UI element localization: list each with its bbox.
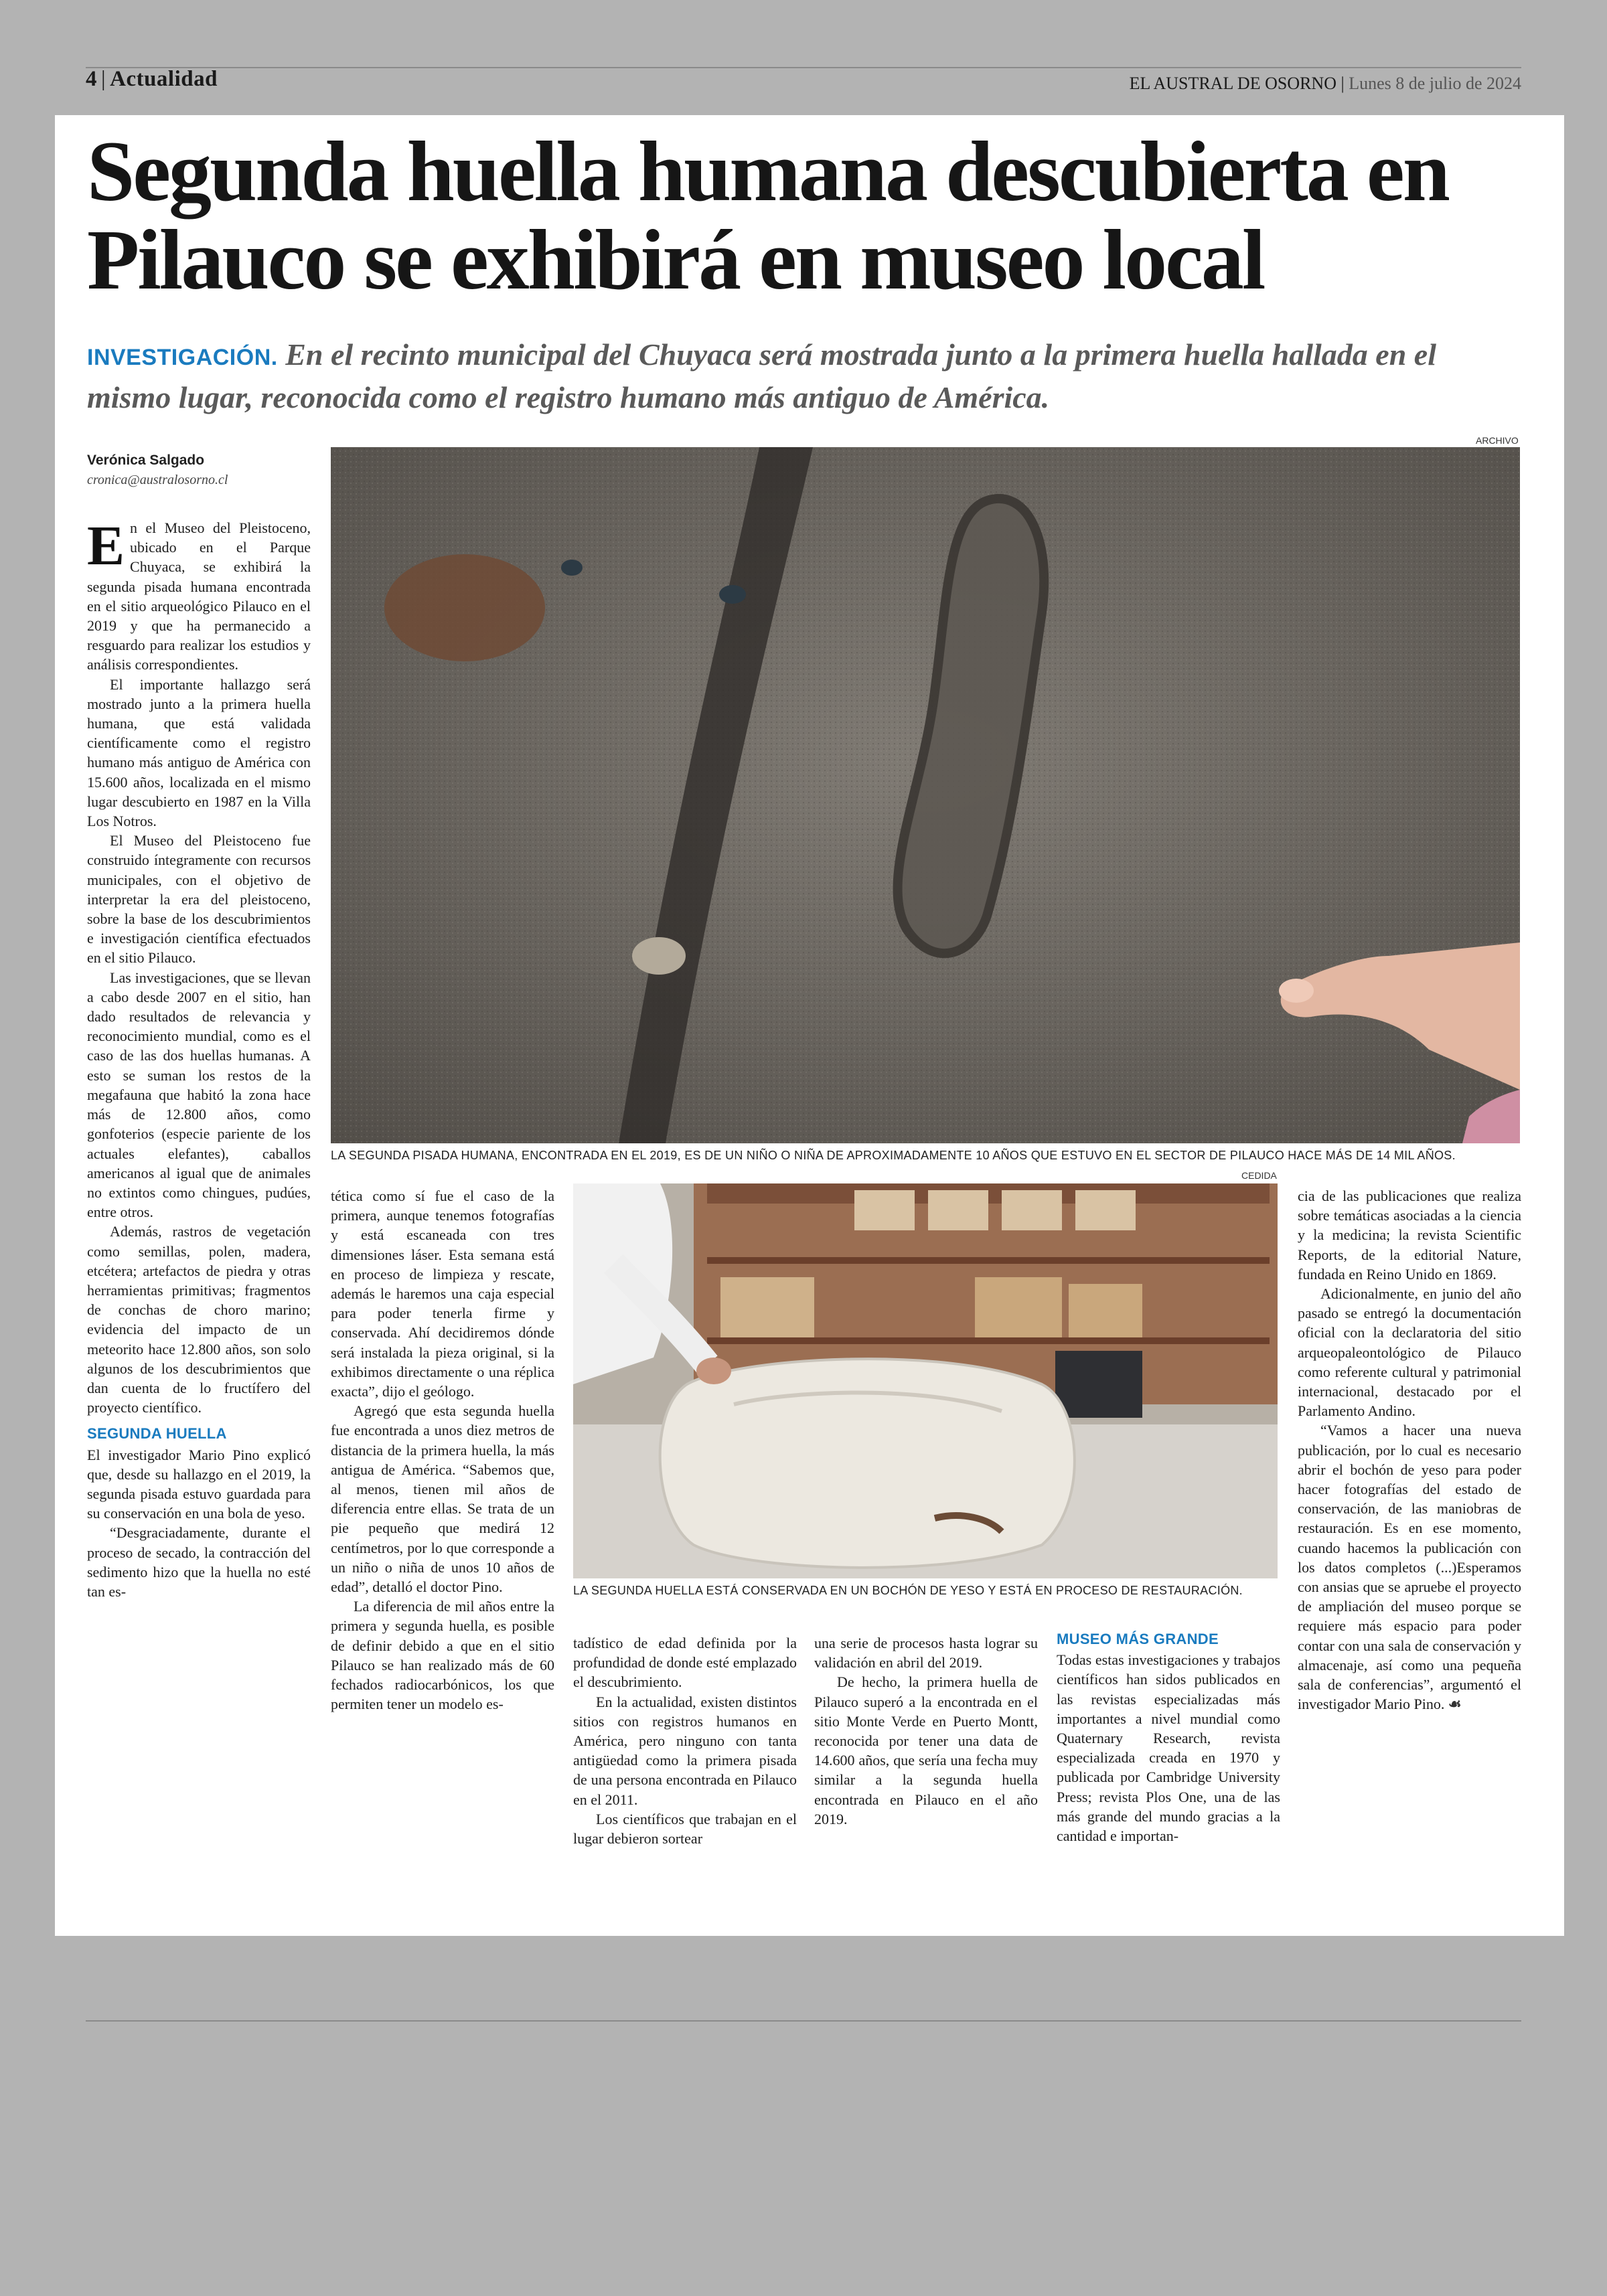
byline-email: cronica@australosorno.cl <box>87 473 228 487</box>
issue-date: Lunes 8 de julio de 2024 <box>1349 74 1521 93</box>
col2-paragraph-3: La diferencia de mil años entre la primera y segunda huella, es posible de definir debido a que en el sitio Pilauco se han realizado más de 60 fechados radiocarbónicos, los que permiten tener un modelo es- <box>331 1598 554 1713</box>
article-column-6 <box>1298 1186 1521 1714</box>
photo2-credit: CEDIDA <box>1241 1170 1277 1181</box>
col1-paragraph-2: El importante hallazgo será mostrado junto a la primera huella humana, que está validada científicamente como el registro humano más antiguo de América con 15.600 años, localizada en el mismo lugar descubierto en 1987 en la Villa Los Notros. <box>87 675 311 830</box>
col6-p3-text: “Vamos a hacer una nueva publicación, por lo cual es necesario abrir el bochón de yeso para poder hacer fotografías del estado de conservación, de las maniobras de restauración. Es en ese momento, cuando hacemos la publicación con los datos completos (...)Esperamos con ansias que se apruebe el proyecto de ampliación del museo porque se requiere más espacio para poder contar con una sala de conservación y almacenaje, así como una pequeña sala de conferencias”, argumentó el investigador Mario Pino. <box>1298 1422 1521 1713</box>
col4-paragraph-1: una serie de procesos hasta lograr su validación en abril del 2019. <box>814 1635 1038 1671</box>
col3-paragraph-2: En la actualidad, existen distintos sitios con registros humanos en América, pero ninguno con tanta antigüedad como la primera pisada de una persona encontrada en Pilauco en el 2011. <box>573 1693 797 1808</box>
deck-kicker: INVESTIGACIÓN. <box>87 345 278 370</box>
col1-paragraph-6: El investigador Mario Pino explicó que, desde su hallazgo en el 2019, la segunda pisada estuvo guardada para su conservación en una bola de yeso. <box>87 1446 311 1522</box>
end-mark: ☙ <box>1448 1696 1462 1713</box>
col6-paragraph-3 <box>1298 1420 1521 1714</box>
deck <box>87 335 1507 418</box>
page-number: 4 <box>86 67 97 91</box>
subhead-museo-mas-grande: MUSEO MÁS GRANDE <box>1057 1631 1219 1647</box>
col1-paragraph-3: El Museo del Pleistoceno fue construido íntegramente con recursos municipales, con el objetivo de interpretar la era del pleistoceno, sobre la base de los descubrimientos e investigación científica efectuados en el sitio Pilauco. <box>87 832 311 967</box>
footprint-image <box>331 447 1520 1143</box>
col6-paragraph-2: Adicionalmente, en junio del año pasado se entregó la documentación oficial con la declaratoria del sitio arqueopaleontológico de Pilauco como referente cultural y patrimonial internacional, destacado por el Parlamento Andino. <box>1298 1285 1521 1420</box>
col1-paragraph-5: Además, rastros de vegetación como semillas, polen, madera, etcétera; artefactos de piedra y otras herramientas primitivas; fragmentos de conchas de choro marino; evidencia del impacto de un meteorito hace 12.800 años, son solo algunos de los descubrimientos que dan cuenta de lo fructífero del proyecto científico. <box>87 1223 311 1416</box>
photo1-credit: ARCHIVO <box>1476 435 1519 446</box>
col1-paragraph-4: Las investigaciones, que se llevan a cabo desde 2007 en el sitio, han dado resultados de relevancia y reconocimiento mundial, como es el caso de las dos huellas humanas. A esto se suman los restos de la megafauna que habitó la zona hace más de 12.800 años, como gonfoterios (especie pariente de los actuales elefantes), caballos americanos al igual que de animales no extintos como chingues, pudúes, entre otros. <box>87 969 311 1221</box>
col1-p1-text: n el Museo del Pleistoceno, ubicado en el Parque Chuyaca, se exhibirá la segunda pisada humana encontrada en el sitio arqueológico Pilauco en el 2019 y que ha permanecido a resguardo para realizar los estudios y análisis correspondientes. <box>87 519 311 673</box>
folio: 4 | Actualidad <box>86 67 218 91</box>
restoration-image <box>573 1183 1278 1578</box>
restoration-photo <box>573 1183 1278 1578</box>
article-column-3 <box>573 1633 797 1848</box>
article-column-4 <box>814 1633 1038 1829</box>
headline: Segunda huella humana descubierta en Pilauco se exhibirá en museo local <box>87 124 1448 307</box>
paper-name: EL AUSTRAL DE OSORNO <box>1129 74 1336 93</box>
col2-paragraph-2: Agregó que esta segunda huella fue encontrada a unos diez metros de distancia de la primera huella, la más antigua de América. “Sabemos que, al menos, tienen mil años de diferencia entre ellas. Se trata de un pie pequeño que medirá 12 centímetros, por lo que corresponde a un niño o niña de unos 10 años de edad”, detalló el doctor Pino. <box>331 1402 554 1596</box>
deck-text: En el recinto municipal del Chuyaca será mostrada junto a la primera huella hallada en el mismo lugar, reconocida como el registro humano más antiguo de América. <box>87 337 1436 414</box>
masthead: EL AUSTRAL DE OSORNO | Lunes 8 de julio de 2024 <box>1129 74 1521 93</box>
top-rule <box>86 67 1521 68</box>
byline-author: Verónica Salgado <box>87 453 205 468</box>
col2-paragraph-1: tética como sí fue el caso de la primera, aunque tenemos fotografías y está escaneada con tres dimensiones láser. Esta semana está en proceso de limpieza y rescate, además le haremos una caja especial para poder tenerla firme y conservada. Ahí decidiremos dónde será instalada la pieza original, si la exhibimos directamente o una réplica exacta”, dijo el geólogo. <box>331 1187 554 1400</box>
col5-paragraph-1: Todas estas investigaciones y trabajos científicos han sidos publicados en las revistas especializadas más importantes a nivel mundial como Quaternary Research, revista especializada creada en 1970 y publicada por Cambridge University Press; revista Plos One, una de las más grande del mundo gracias a la cantidad e importan- <box>1057 1651 1280 1845</box>
dropcap: E <box>87 515 125 577</box>
col1-paragraph-7: “Desgraciadamente, durante el proceso de secado, la contracción del sedimento hizo que la huella no esté tan es- <box>87 1524 311 1600</box>
photo1-caption: LA SEGUNDA PISADA HUMANA, ENCONTRADA EN EL 2019, ES DE UN NIÑO O NIÑA DE APROXIMADAMENTE 10 AÑOS QUE ESTUVO EN EL SECTOR DE PILAUCO HACE MÁS DE 14 MIL AÑOS. <box>331 1149 1456 1162</box>
article-column-5 <box>1057 1629 1280 1846</box>
col6-paragraph-1: cia de las publicaciones que realiza sobre temáticas asociadas a la ciencia y la medicina; la revista Scientific Reports, de la editorial Nature, fundada en Reino Unido en 1869. <box>1298 1187 1521 1283</box>
article-column-2 <box>331 1186 554 1714</box>
bottom-rule <box>86 2020 1521 2022</box>
col1-paragraph-1 <box>87 515 311 675</box>
col3-paragraph-1: tadístico de edad definida por la profundidad de donde esté emplazado el descubrimiento. <box>573 1635 797 1691</box>
photo2-caption: LA SEGUNDA HUELLA ESTÁ CONSERVADA EN UN BOCHÓN DE YESO Y ESTÁ EN PROCESO DE RESTAURACIÓN. <box>573 1584 1243 1597</box>
col3-paragraph-3: Los científicos que trabajan en el lugar debieron sortear <box>573 1810 797 1848</box>
footprint-photo <box>331 447 1520 1143</box>
article-page <box>55 115 1564 1936</box>
section-name: Actualidad <box>110 67 218 91</box>
col4-paragraph-2: De hecho, la primera huella de Pilauco superó a la encontrada en el sitio Monte Verde en Puerto Montt, reconocida por tener una data de 14.600 años, que sería una fecha muy similar a la segunda huella encontrada en Pilauco en el año 2019. <box>814 1673 1038 1827</box>
article-column-1 <box>87 515 311 1601</box>
subhead-segunda-huella: SEGUNDA HUELLA <box>87 1425 227 1443</box>
